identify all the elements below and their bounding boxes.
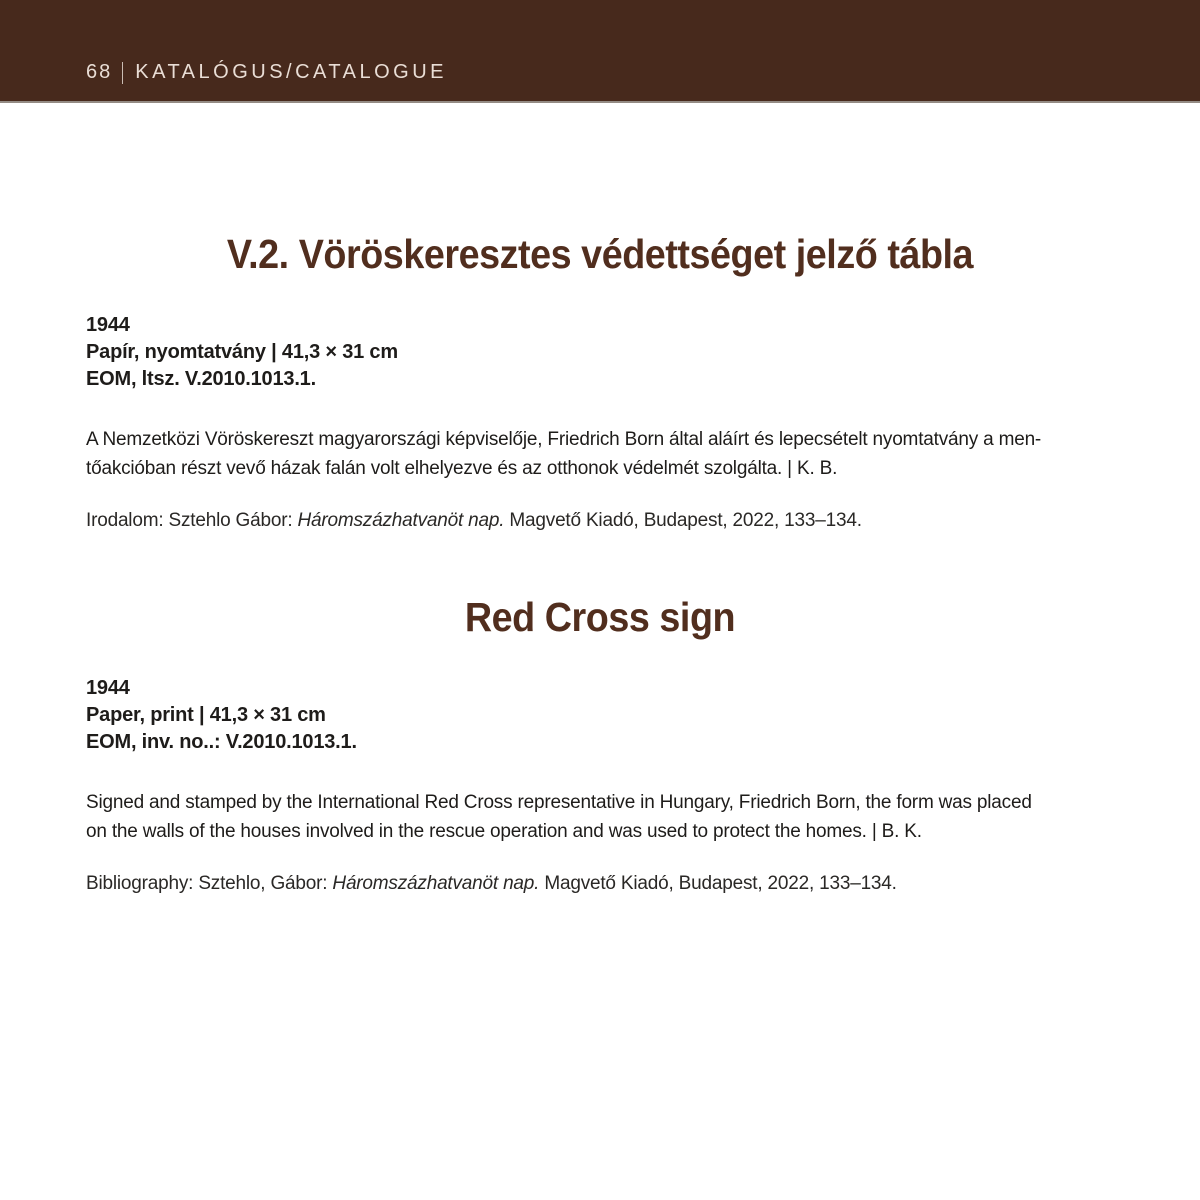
description-line: tőakcióban részt vevő házak falán volt elhelyezve és az otthonok védelmét szolgálta. | K. B. <box>86 458 838 479</box>
medium-size-en: Paper, print | 41,3 × 31 cm <box>86 704 326 726</box>
description-english <box>86 788 1114 846</box>
metadata-english <box>86 675 1114 756</box>
year-hu: 1944 <box>86 314 130 336</box>
bibliography-suffix: Magvető Kiadó, Budapest, 2022, 133–134. <box>504 510 862 531</box>
page-number: 68 <box>86 61 113 83</box>
description-line: A Nemzetközi Vöröskereszt magyarországi képviselője, Friedrich Born által aláírt és lepecsételt nyomtatvány a men- <box>86 429 1042 450</box>
entry-title-english: Red Cross sign <box>464 594 736 640</box>
catalogue-page <box>0 231 1200 895</box>
bibliography-work-title: Háromszázhatvanöt nap. <box>297 510 505 531</box>
bibliography-prefix: Irodalom: Sztehlo Gábor: <box>86 510 298 531</box>
bibliography-prefix: Bibliography: Sztehlo, Gábor: <box>86 873 333 894</box>
bibliography-english <box>86 873 1114 895</box>
metadata-hungarian <box>86 312 1114 393</box>
description-hungarian <box>86 425 1114 483</box>
entry-title-hungarian: V.2. Vöröskeresztes védettséget jelző tábla <box>226 231 974 277</box>
header-divider <box>122 62 123 84</box>
bibliography-work-title: Háromszázhatvanöt nap. <box>332 873 540 894</box>
description-line: on the walls of the houses involved in the rescue operation and was used to protect the homes. | B. K. <box>86 821 922 842</box>
inventory-number-hu: EOM, ltsz. V.2010.1013.1. <box>86 368 316 390</box>
inventory-number-en: EOM, inv. no..: V.2010.1013.1. <box>86 731 357 753</box>
year-en: 1944 <box>86 677 130 699</box>
running-head <box>86 61 447 84</box>
description-line: Signed and stamped by the International Red Cross representative in Hungary, Friedrich Born, the form was placed <box>86 792 1032 813</box>
medium-size-hu: Papír, nyomtatvány | 41,3 × 31 cm <box>86 341 398 363</box>
section-title: KATALÓGUS/CATALOGUE <box>135 61 447 83</box>
bibliography-hungarian <box>86 510 1114 532</box>
page-header <box>0 0 1200 103</box>
bibliography-suffix: Magvető Kiadó, Budapest, 2022, 133–134. <box>539 873 897 894</box>
